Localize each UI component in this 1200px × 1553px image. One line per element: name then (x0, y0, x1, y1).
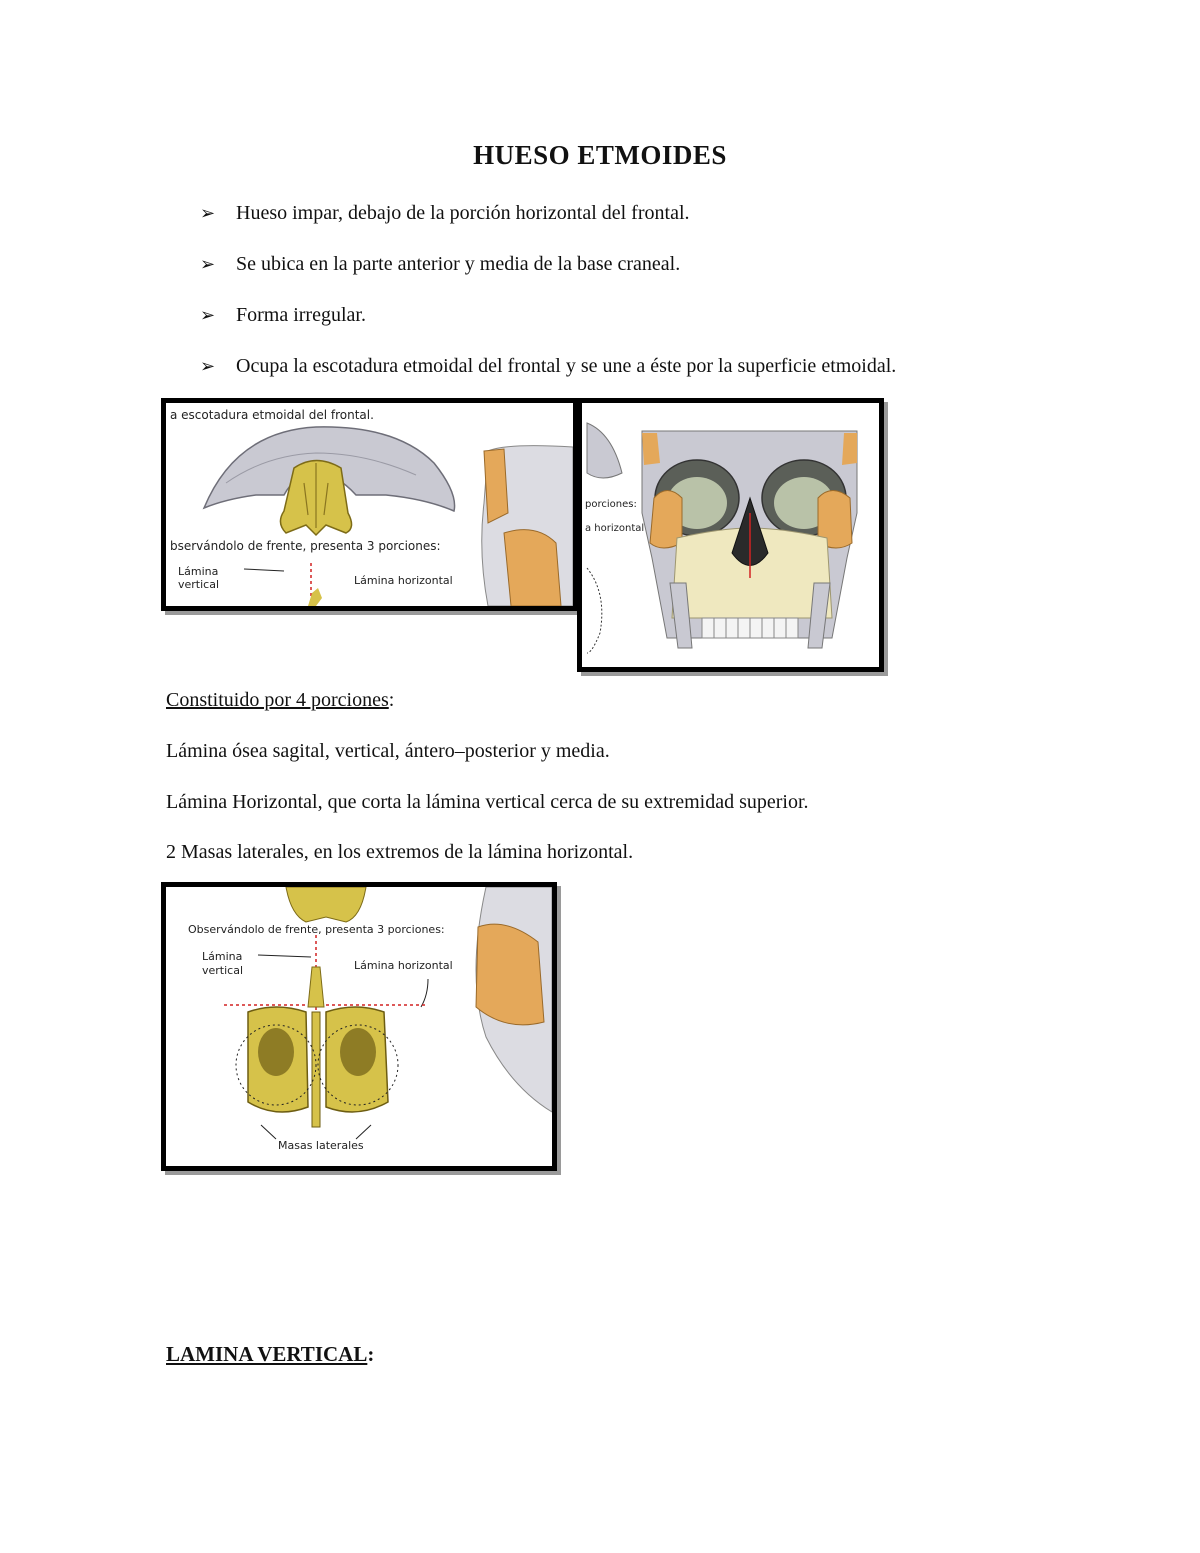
section-item: Lámina ósea sagital, vertical, ántero–posterior y media. (166, 740, 610, 762)
figure3-label-vertical-1: Lámina (202, 950, 243, 963)
figure1-label-horizontal: Lámina horizontal (354, 574, 453, 587)
bullet-item: ➢ Forma irregular. (200, 300, 896, 351)
figure1-label-vertical-2: vertical (178, 578, 220, 591)
bullet-item: ➢ Ocupa la escotadura etmoidal del frontal y se une a éste por la superficie etmoidal. (200, 351, 896, 402)
figure3-caption: Observándolo de frente, presenta 3 porciones: (188, 923, 445, 936)
figure2-label-porciones: porciones: (585, 499, 637, 510)
figure2-label-horizontal: a horizontal (585, 523, 645, 534)
figure3-label-vertical-2: vertical (202, 964, 244, 977)
bullet-list (200, 198, 896, 402)
bullet-item: ➢ Hueso impar, debajo de la porción horizontal del frontal. (200, 198, 896, 249)
section-item: Lámina Horizontal, que corta la lámina vertical cerca de su extremidad superior. (166, 791, 809, 813)
figure3-label-horizontal: Lámina horizontal (354, 959, 453, 972)
figure-ethmoid-portions (161, 882, 557, 1171)
section-constituido-heading: Constituido por 4 porciones: (166, 689, 395, 711)
section-item: 2 Masas laterales, en los extremos de la lámina horizontal. (166, 841, 634, 863)
arrowhead-bullet-icon: ➢ (200, 356, 216, 376)
arrowhead-bullet-icon: ➢ (200, 305, 216, 325)
bullet-item: ➢ Se ubica en la parte anterior y media de la base craneal. (200, 249, 896, 300)
figure1-label-vertical-1: Lámina (178, 565, 219, 578)
figure1-caption-mid: bservándolo de frente, presenta 3 porciones: (170, 539, 441, 553)
figure-frontal-ethmoid-notch (161, 398, 578, 611)
figure1-caption-top: a escotadura etmoidal del frontal. (170, 408, 374, 422)
arrowhead-bullet-icon: ➢ (200, 254, 216, 274)
figure3-label-masas: Masas laterales (278, 1139, 364, 1152)
arrowhead-bullet-icon: ➢ (200, 203, 216, 223)
figure-anterior-skull (577, 398, 884, 672)
page-title: HUESO ETMOIDES (473, 140, 727, 170)
section-lamina-vertical-heading: LAMINA VERTICAL: (166, 1342, 375, 1366)
